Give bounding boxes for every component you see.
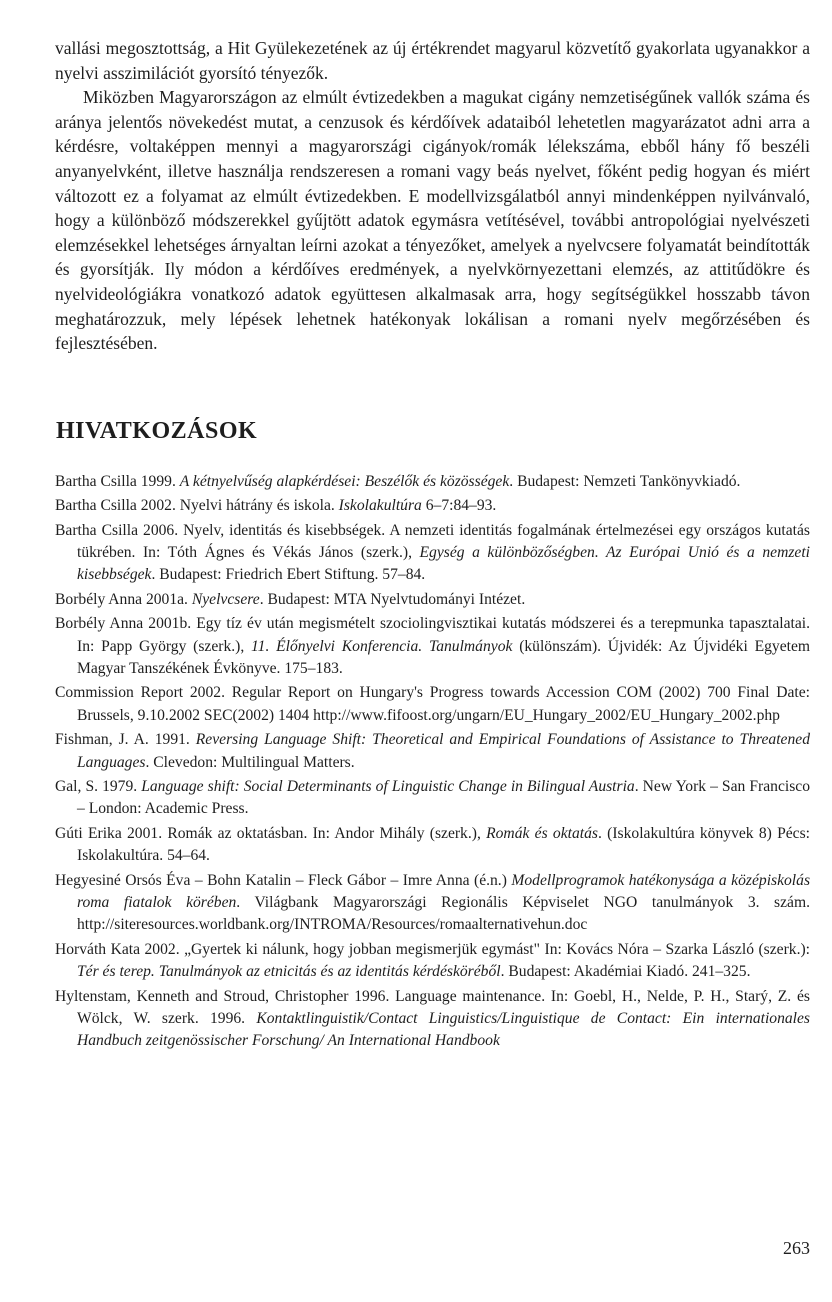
reference-item: Bartha Csilla 2006. Nyelv, identitás és kisebbségek. A nemzeti identitás fogalmának értelmezései egy országos kutatás tükrében. In: Tóth Ágnes és Vékás János (szerk.), Egység a különbözőségben. Az Európai Unió és a nemzeti kisebbségek. Budapest: Friedrich Ebert Stiftung. 57–84.	[55, 521, 810, 584]
body-paragraph-2: Miközben Magyarországon az elmúlt évtizedekben a magukat cigány nemzetiségűnek vallók száma és aránya jelentős növekedést mutat, a cenzusok és kérdőívek adataiból lehetetlen magyarázatot adni arra a kérdésre, voltaképpen mennyi a magyarországi cigányok/romák lélekszáma, ebből hány fő beszéli anyanyelvként, illetve használja rendszeresen a romani vagy beás nyelvet, főként pedig hogyan és miért változott ez a folyamat az elmúlt évtizedekben. E modellvizsgálatból annyi mindenképpen nyilvánvaló, hogy a különböző módszerekkel gyűjtött adatok egymásra vetítésével, további antropológiai nyelvészeti elemzésekkel lehetséges árnyaltan leírni azokat a tényezőket, amelyek a nyelvcsere folyamatát beindították és gyorsítják. Ily módon a kérdőíves eredmények, a nyelvkörnyezettani elemzés, az attitűdökre és nyelvideológiákra vonatkozó adatok együttesen alkalmasak arra, hogy segítségükkel hosszabb távon meghatározzuk, mely lépések lehetnek hatékonyak lokálisan a romani nyelv megőrzésében és fejlesztésében.	[55, 87, 810, 354]
reference-item: Bartha Csilla 1999. A kétnyelvűség alapkérdései: Beszélők és közösségek. Budapest: Nemzeti Tankönyvkiadó.	[55, 472, 741, 490]
reference-item: Borbély Anna 2001b. Egy tíz év után megismételt szociolingvisztikai kutatás módszerei és a terepmunka tapasztalatai. In: Papp György (szerk.), 11. Élőnyelvi Konferencia. Tanulmányok (különszám). Újvidék: Az Újvidéki Egyetem Magyar Tanszékének Évkönyve. 175–183.	[55, 615, 810, 677]
reference-item: Horváth Kata 2002. „Gyertek ki nálunk, hogy jobban megismerjük egymást" In: Kovács Nóra – Szarka László (szerk.): Tér és terep. Tanulmányok az etnicitás és az identitás kérdésköréből. Budapest: Akadémiai Kiadó. 241–325.	[55, 940, 810, 981]
body-paragraph-1: vallási megosztottság, a Hit Gyülekezetének az új értékrendet magyarul közvetítő gyakorlata ugyanakkor a nyelvi asszimilációt gyorsító tényezők.	[55, 38, 810, 83]
reference-item: Bartha Csilla 2002. Nyelvi hátrány és iskola. Iskolakultúra 6–7:84–93.	[55, 497, 497, 515]
reference-item: Gal, S. 1979. Language shift: Social Determinants of Linguistic Change in Bilingual Austria. New York – San Francisco – London: Academic Press.	[55, 778, 810, 818]
reference-item: Fishman, J. A. 1991. Reversing Language Shift: Theoretical and Empirical Foundations of Assistance to Threatened Languages. Clevedon: Multilingual Matters.	[55, 731, 810, 771]
page-number: 263	[783, 1238, 810, 1258]
reference-item: Hyltenstam, Kenneth and Stroud, Christopher 1996. Language maintenance. In: Goebl, H., Nelde, P. H., Starý, Z. és Wölck, W. szerk. 1996. Kontaktlinguistik/Contact Linguistics/Linguistique de Contact: Ein internationales Handbuch zeitgenössischer Forschung/ An International Handbook	[55, 987, 810, 1050]
page-content	[55, 36, 810, 1055]
reference-item: Commission Report 2002. Regular Report on Hungary's Progress towards Accession COM (2002) 700 Final Date: Brussels, 9.10.2002 SEC(2002) 1404 http://www.fifoost.org/ungarn/EU_Hungary_2002/EU_Hungary_2002.php	[55, 684, 810, 724]
section-heading: HIVATKOZÁSOK	[56, 417, 258, 444]
reference-item: Hegyesiné Orsós Éva – Bohn Katalin – Fleck Gábor – Imre Anna (é.n.) Modellprogramok hatékonysága a középiskolás roma fiatalok körében. Világbank Magyarországi Regionális Képviselet NGO tanulmányok 3. szám. http://siteresources.worldbank.org/INTROMA/Resources/romaalternativehun.doc	[55, 871, 811, 934]
reference-item: Borbély Anna 2001a. Nyelvcsere. Budapest: MTA Nyelvtudományi Intézet.	[55, 590, 526, 608]
reference-list	[55, 471, 810, 1053]
reference-item: Gúti Erika 2001. Romák az oktatásban. In: Andor Mihály (szerk.), Romák és oktatás. (Iskolakultúra könyvek 8) Pécs: Iskolakultúra. 54–64.	[55, 824, 811, 865]
